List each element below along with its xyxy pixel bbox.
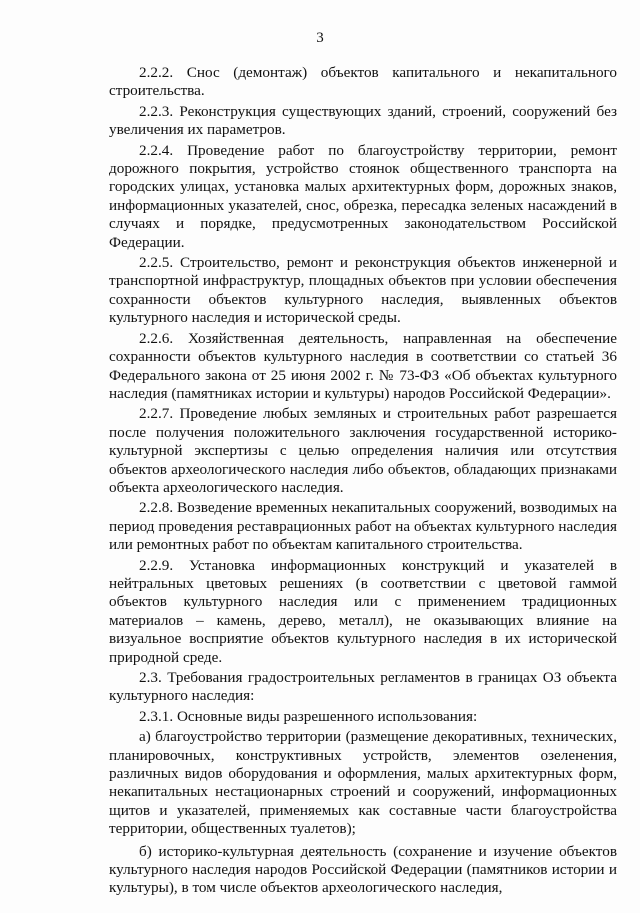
paragraph-2-2-3: 2.2.3. Реконструкция существующих зданий, строений, сооружений без увеличения их параметров. bbox=[109, 102, 617, 139]
paragraph-2-2-5: 2.2.5. Строительство, ремонт и реконструкция объектов инженерной и транспортной инфраструктур, площадных объектов при условии обеспечения сохранности объектов культурного наследия, выявленных объектов культурного наследия и исторической среды. bbox=[109, 254, 617, 327]
paragraph-2-2-2: 2.2.2. Снос (демонтаж) объектов капитального и некапитального строительства. bbox=[109, 64, 617, 100]
list-item-a: а) благоустройство территории (размещение декоративных, технических, планировочных, конструктивных устройств, элементов озеленения, различных видов оборудования и оформления, малых архитектурных форм, некапитальных нестационарных строений и сооружений, информационных щитов и указателей, применяемых как составные части благоустройства территории, общественных туалетов); bbox=[109, 728, 617, 838]
paragraph-2-2-7: 2.2.7. Проведение любых земляных и строительных работ разрешается после получения положительного заключения государственной историко-культурной экспертизы с целью определения наличия или отсутствия объектов археологического наследия либо объектов, обладающих признаками объекта археологического наследия. bbox=[109, 405, 617, 496]
list-item-b: б) историко-культурная деятельность (сохранение и изучение объектов культурного наследия народов Российской Федерации (памятников истории и культуры), в том числе объектов археологического наследия, bbox=[109, 842, 617, 897]
paragraph-2-3: 2.3. Требования градостроительных регламентов в границах ОЗ объекта культурного наследия: bbox=[109, 669, 617, 705]
paragraph-2-2-8: 2.2.8. Возведение временных некапитальных сооружений, возводимых на период проведения реставрационных работ на объектах культурного наследия или ремонтных работ по объектам капитального строительства. bbox=[109, 499, 617, 554]
paragraph-2-2-6: 2.2.6. Хозяйственная деятельность, направленная на обеспечение сохранности объектов культурного наследия в соответствии со статьей 36 Федерального закона от 25 июня 2002 г. № 73-ФЗ «Об объектах культурного наследия (памятниках истории и культуры) народов Российской Федерации». bbox=[109, 329, 617, 402]
paragraph-2-2-9: 2.2.9. Установка информационных конструкций и указателей в нейтральных цветовых решениях (в соответствии с цветовой гаммой объектов культурного наследия или с применением традиционных материалов – камень, дерево, металл), не оказывающих влияние на визуальное восприятие объектов культурного наследия в их исторической природной среде. bbox=[109, 556, 617, 666]
paragraph-2-3-1: 2.3.1. Основные виды разрешенного использования: bbox=[139, 707, 478, 725]
paragraph-2-2-4: 2.2.4. Проведение работ по благоустройству территории, ремонт дорожного покрытия, устройство стоянок общественного транспорта на городских улицах, установка малых архитектурных форм, дорожных знаков, информационных указателей, снос, обрезка, пересадка зеленых насаждений в случаях и порядке, предусмотренных законодательством Российской Федерации. bbox=[109, 141, 617, 251]
document-body bbox=[109, 64, 617, 900]
page-number: 3 bbox=[316, 30, 324, 46]
